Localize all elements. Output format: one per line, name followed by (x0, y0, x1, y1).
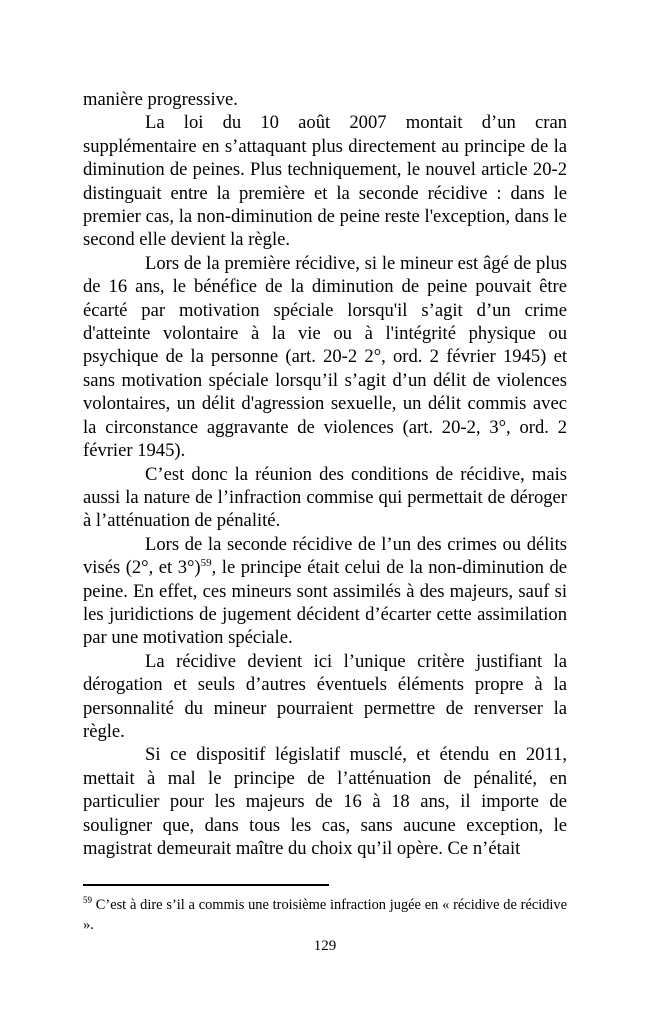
paragraph-7: Si ce dispositif législatif musclé, et étendu en 2011, mettait à mal le principe de l’atténuation de pénalité, en particulier pour les majeurs de 16 à 18 ans, il importe de souligner que, dans tous les cas, sans aucune exception, le magistrat demeurait maître du choix qu’il opère. Ce n’était (83, 744, 567, 859)
footnote-separator (83, 884, 329, 886)
footnote-reference[interactable]: 59 (200, 556, 212, 569)
paragraph-5-text-after: , le principe était celui de la non-diminution de peine. En effet, ces mineurs sont assimilés à des majeurs, sauf si les juridictions de jugement décident d’écarter cette assimilation par une motivation spéciale. (83, 557, 567, 649)
paragraph-5-text-before: Lors de la seconde récidive de l’un des crimes ou délits visés (2°, et 3°) (83, 533, 567, 579)
page-number: 129 (313, 938, 337, 954)
paragraph-6: La récidive devient ici l’unique critère justifiant la dérogation et seuls d’autres éventuels éléments propre à la personnalité du mineur pourraient permettre de renverser la règle. (83, 650, 567, 742)
footnote-number: 59 (83, 895, 92, 906)
paragraph-4: C’est donc la réunion des conditions de récidive, mais aussi la nature de l’infraction commise qui permettait de déroger à l’atténuation de pénalité. (83, 463, 567, 532)
paragraph-5 (83, 533, 567, 650)
body-text (83, 88, 567, 860)
paragraph-1: manière progressive. (83, 89, 238, 110)
paragraph-2: La loi du 10 août 2007 montait d’un cran supplémentaire en s’attaquant plus directement au principe de la diminution de peines. Plus techniquement, le nouvel article 20-2 distinguait entre la première et la seconde récidive : dans le premier cas, la non-diminution de peine reste l'exception, dans le second elle devient la règle. (83, 112, 567, 251)
footnote (83, 895, 567, 935)
paragraph-3: Lors de la première récidive, si le mineur est âgé de plus de 16 ans, le bénéfice de la diminution de peine pouvait être écarté par motivation spéciale lorsqu'il s’agit d’un crime d'atteinte volontaire à la vie ou à l'intégrité physique ou psychique de la personne (art. 20-2 2°, ord. 2 février 1945) et sans motivation spéciale lorsqu’il s’agit d’un délit de violences volontaires, un délit d'agression sexuelle, un délit commis avec la circonstance aggravante de violences (art. 20-2, 3°, ord. 2 février 1945). (83, 252, 567, 462)
footnote-text: C’est à dire s’il a commis une troisième infraction jugée en « récidive de récidive ». (83, 897, 567, 933)
